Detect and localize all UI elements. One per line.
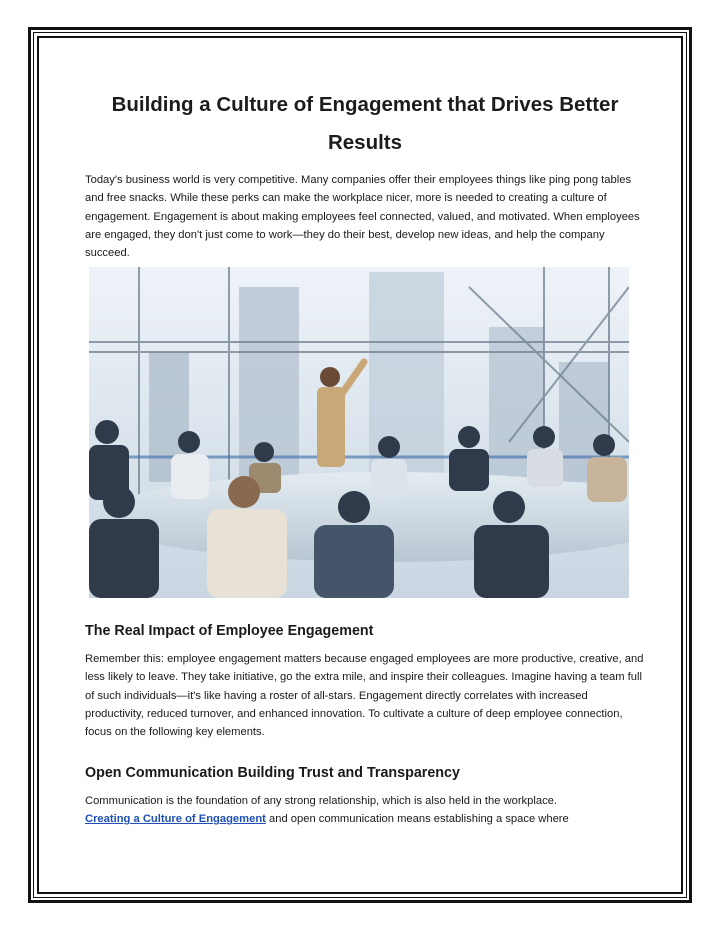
communication-text-before: Communication is the foundation of any strong relationship, which is also held in the workplace. xyxy=(85,795,557,807)
communication-text-after: and open communication means establishing a space where xyxy=(265,813,569,826)
section-heading-communication: Open Communication Building Trust and Transparency xyxy=(85,765,460,781)
meeting-illustration xyxy=(89,267,629,598)
culture-of-engagement-link[interactable]: Creating a Culture of Engagement xyxy=(85,813,266,826)
section-paragraph-impact: Remember this: employee engagement matters because engaged employees are more productive, creative, and less likely to leave. They take initiative, go the extra mile, and inspire their colleagues. Imagine having a team full of such individuals—it's like having a roster of all-stars. Engagement directly correlates with increased productivity, reduced turnover, and enhanced innovation. To cultivate a culture of deep employee connection, focus on the following key elements. xyxy=(85,653,644,739)
article-header xyxy=(85,86,645,262)
intro-paragraph: Today's business world is very competitive. Many companies offer their employees things like ping pong tables and free snacks. While these perks can make the workplace nicer, more is needed to creating a culture of engagement. Engagement is about making employees feel connected, valued, and motivated. When employees are engaged, they don't just come to work—they do their best, develop new ideas, and help the company succeed. xyxy=(85,174,640,260)
meeting-photo xyxy=(89,267,629,598)
section-heading-impact: The Real Impact of Employee Engagement xyxy=(85,623,374,639)
section-paragraph-communication xyxy=(85,792,645,829)
page-title: Building a Culture of Engagement that Drives Better Results xyxy=(111,93,619,154)
